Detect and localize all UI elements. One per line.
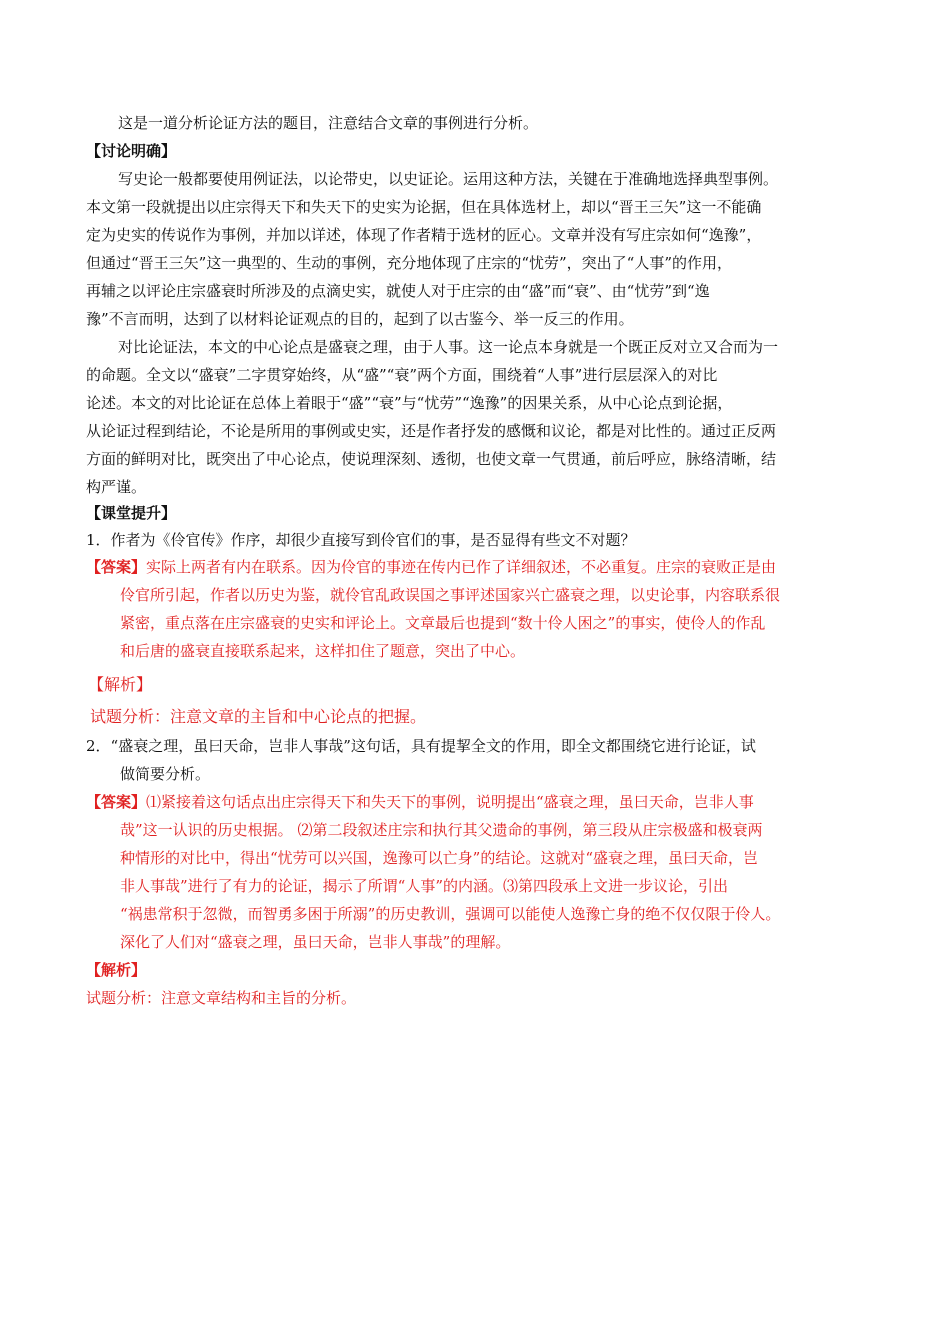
- question-2: 2．“盛衰之理，虽曰天命，岂非人事哉”这句话，具有提挈全文的作用，即全文都围绕它进行论证，试: [86, 737, 756, 755]
- answer-tag: 【答案】: [86, 793, 147, 811]
- para2-line: 对比论证法，本文的中心论点是盛衰之理，由于人事。这一论点本身就是一个既正反对立又合而为一: [118, 338, 779, 356]
- q2-analysis-tag: 【解析】: [86, 961, 147, 979]
- answer-text: 实际上两者有内在联系。因为伶官的事迹在传内已作了详细叙述，不必重复。庄宗的衰败正是由: [146, 558, 777, 576]
- para1-line: 定为史实的传说作为事例，并加以详述，体现了作者精于选材的匠心。文章并没有写庄宗如何“逸豫”，: [86, 226, 762, 244]
- q2-answer-line: 非人事哉”进行了有力的论证，揭示了所谓“人事”的内涵。⑶第四段承上文进一步议论，引出: [120, 877, 729, 895]
- q2-analysis: 试题分析：注意文章结构和主旨的分析。: [86, 989, 357, 1007]
- question-2-cont: 做简要分析。: [120, 765, 211, 783]
- q2-answer-line: “祸患常积于忽微，而智勇多困于所溺”的历史教训，强调可以能使人逸豫亡身的绝不仅仅限于伶人。: [120, 905, 781, 923]
- question-1: 1．作者为《伶官传》作序，却很少直接写到伶官们的事，是否显得有些文不对题？: [86, 531, 636, 549]
- class-heading: 【课堂提升】: [86, 504, 177, 522]
- q1-answer-line: [86, 557, 866, 577]
- para2-line: 从论证过程到结论，不论是所用的事例或史实，还是作者抒发的感慨和议论，都是对比性的。通过正反两: [86, 422, 777, 440]
- para1-line: 再辅之以评论庄宗盛衰时所涉及的点滴史实，就使人对于庄宗的由“盛”而“衰”、由“忧劳”到“逸: [86, 282, 710, 300]
- q2-answer-line: 深化了人们对“盛衰之理，虽曰天命，岂非人事哉”的理解。: [120, 933, 511, 951]
- q2-answer-line: 哉”这一认识的历史根据。 ⑵第二段叙述庄宗和执行其父遗命的事例，第三段从庄宗极盛和极衰两: [120, 821, 763, 839]
- discussion-heading: 【讨论明确】: [86, 142, 177, 160]
- para1-line: 本文第一段就提出以庄宗得天下和失天下的史实为论据，但在具体选材上，却以“晋王三矢”这一不能确: [86, 198, 762, 216]
- q1-analysis-tag: 【解析】: [88, 675, 153, 694]
- para2-line: 的命题。全文以“盛衰”二字贯穿始终，从“盛”“衰”两个方面，围绕着“人事”进行层层深入的对比: [86, 366, 718, 384]
- answer-text: ⑴紧接着这句话点出庄宗得天下和失天下的事例，说明提出“盛衰之理，虽曰天命，岂非人事: [146, 793, 754, 811]
- para2-line: 论述。本文的对比论证在总体上着眼于“盛”“衰”与“忧劳”“逸豫”的因果关系，从中心论点到论据，: [86, 394, 733, 412]
- q1-analysis: 试题分析：注意文章的主旨和中心论点的把握。: [90, 707, 427, 726]
- para1-line: 写史论一般都要使用例证法，以论带史，以史证论。运用这种方法，关键在于准确地选择典型事例。: [118, 170, 779, 188]
- para2-line: 构严谨。: [86, 478, 147, 496]
- para1-line: 豫”不言而明，达到了以材料论证观点的目的，起到了以古鉴今、举一反三的作用。: [86, 310, 634, 328]
- answer-tag: 【答案】: [86, 558, 147, 576]
- q1-answer-line: 和后唐的盛衰直接联系起来，这样扣住了题意，突出了中心。: [120, 642, 526, 660]
- q1-answer-line: 伶官所引起，作者以历史为鉴，就伶官乱政误国之事评述国家兴亡盛衰之理，以史论事，内容联系很: [120, 586, 781, 604]
- q2-answer-line: 种情形的对比中，得出“忧劳可以兴国，逸豫可以亡身”的结论。这就对“盛衰之理，虽曰天命，岂: [120, 849, 759, 867]
- para2-line: 方面的鲜明对比，既突出了中心论点，使说理深刻、透彻，也使文章一气贯通，前后呼应，脉络清晰，结: [86, 450, 777, 468]
- intro-text: 这是一道分析论证方法的题目，注意结合文章的事例进行分析。: [118, 114, 539, 132]
- q2-answer-line: [86, 792, 866, 812]
- q1-answer-line: 紧密，重点落在庄宗盛衰的史实和评论上。文章最后也提到“数十伶人困之”的事实，使伶人的作乱: [120, 614, 766, 632]
- para1-line: 但通过“晋王三矢”这一典型的、生动的事例，充分地体现了庄宗的“忧劳”，突出了“人事”的作用，: [86, 254, 733, 272]
